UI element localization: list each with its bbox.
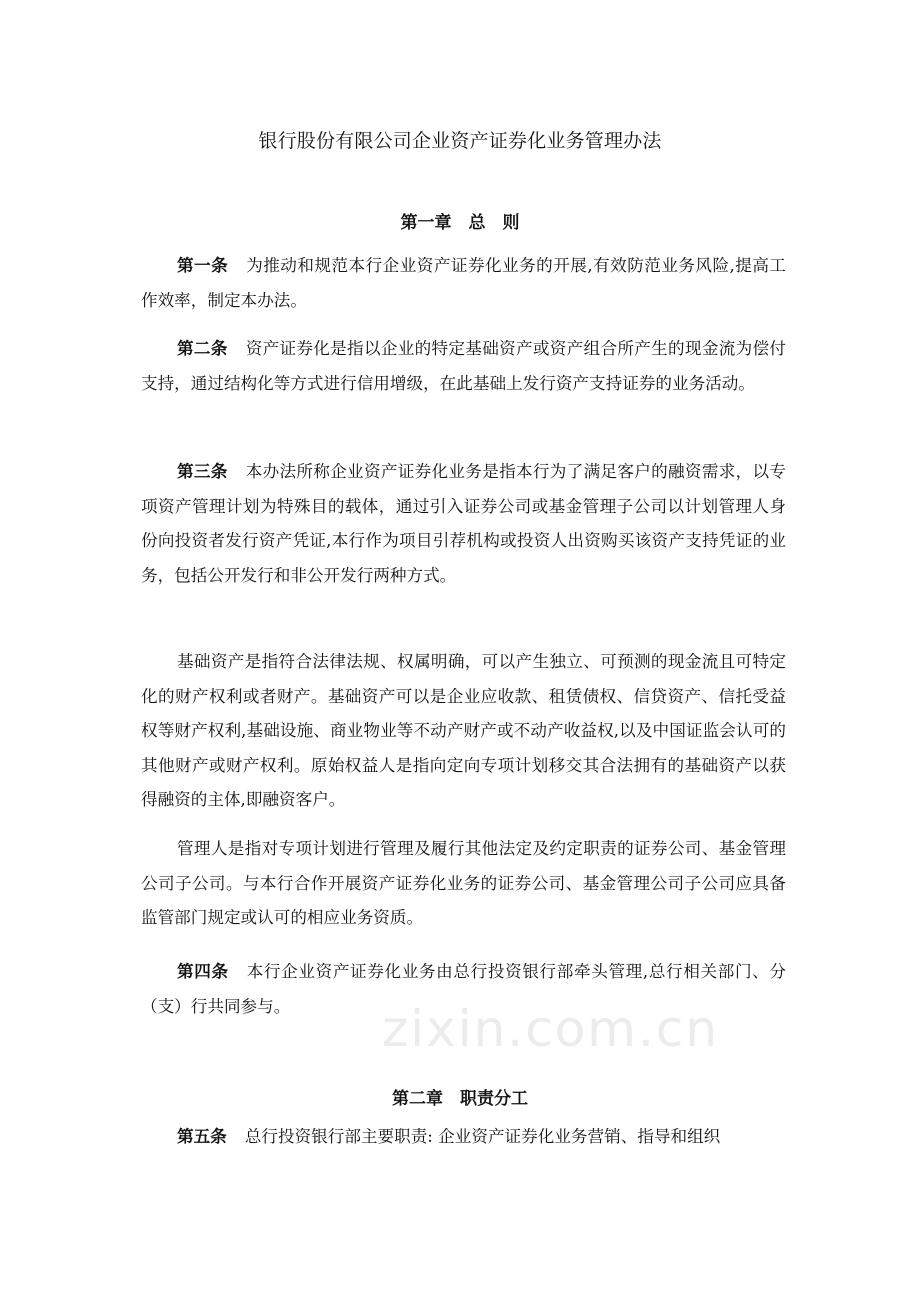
article-2-label: 第二条 <box>177 339 228 358</box>
chapter-2-heading: 第二章 职责分工 <box>392 1089 528 1109</box>
article-4 <box>141 955 786 1024</box>
chapter-1-heading: 第一章 总 则 <box>400 213 520 233</box>
article-4-text: 本行企业资产证券化业务由总行投资银行部牵头管理,总行相关部门、分（支）行共同参与。 <box>141 962 786 1016</box>
article-3-label: 第三条 <box>177 462 228 481</box>
article-5-label: 第五条 <box>177 1127 227 1146</box>
article-3-text: 本办法所称企业资产证券化业务是指本行为了满足客户的融资需求，以专项资产管理计划为特殊目的载体，通过引入证券公司或基金管理子公司以计划管理人身份向投资者发行资产凭证,本行作为项目引荐机构或投资人出资购买该资产支持凭证的业务，包括公开发行和非公开发行两种方式。 <box>141 462 787 585</box>
article-5 <box>141 1120 786 1155</box>
article-5-text: 总行投资银行部主要职责: 企业资产证券化业务营销、指导和组织 <box>244 1127 721 1146</box>
article-1 <box>141 249 786 318</box>
paragraph-basic-assets: 基础资产是指符合法律法规、权属明确，可以产生独立、可预测的现金流且可特定化的财产权利或者财产。基础资产可以是企业应收款、租赁债权、信贷资产、信托受益权等财产权利,基础设施、商业物业等不动产财产或不动产收益权,以及中国证监会认可的其他财产或财产权利。原始权益人是指向定向专项计划移交其合法拥有的基础资产以获得融资的主体,即融资客户。 <box>141 652 786 810</box>
article-1-label: 第一条 <box>177 256 229 275</box>
watermark: zixin.com.cn <box>382 1000 720 1058</box>
article-2 <box>141 332 786 401</box>
article-4-label: 第四条 <box>177 962 229 981</box>
paragraph-manager: 管理人是指对专项计划进行管理及履行其他法定及约定职责的证券公司、基金管理公司子公司。与本行合作开展资产证券化业务的证券公司、基金管理公司子公司应具备监管部门规定或认可的相应业务资质。 <box>141 839 786 928</box>
document-title: 银行股份有限公司企业资产证券化业务管理办法 <box>258 130 662 152</box>
article-2-text: 资产证券化是指以企业的特定基础资产或资产组合所产生的现金流为偿付支持，通过结构化等方式进行信用增级，在此基础上发行资产支持证券的业务活动。 <box>141 339 787 393</box>
article-3 <box>141 455 786 593</box>
article-1-text: 为推动和规范本行企业资产证券化业务的开展,有效防范业务风险,提高工作效率，制定本办法。 <box>141 256 786 310</box>
